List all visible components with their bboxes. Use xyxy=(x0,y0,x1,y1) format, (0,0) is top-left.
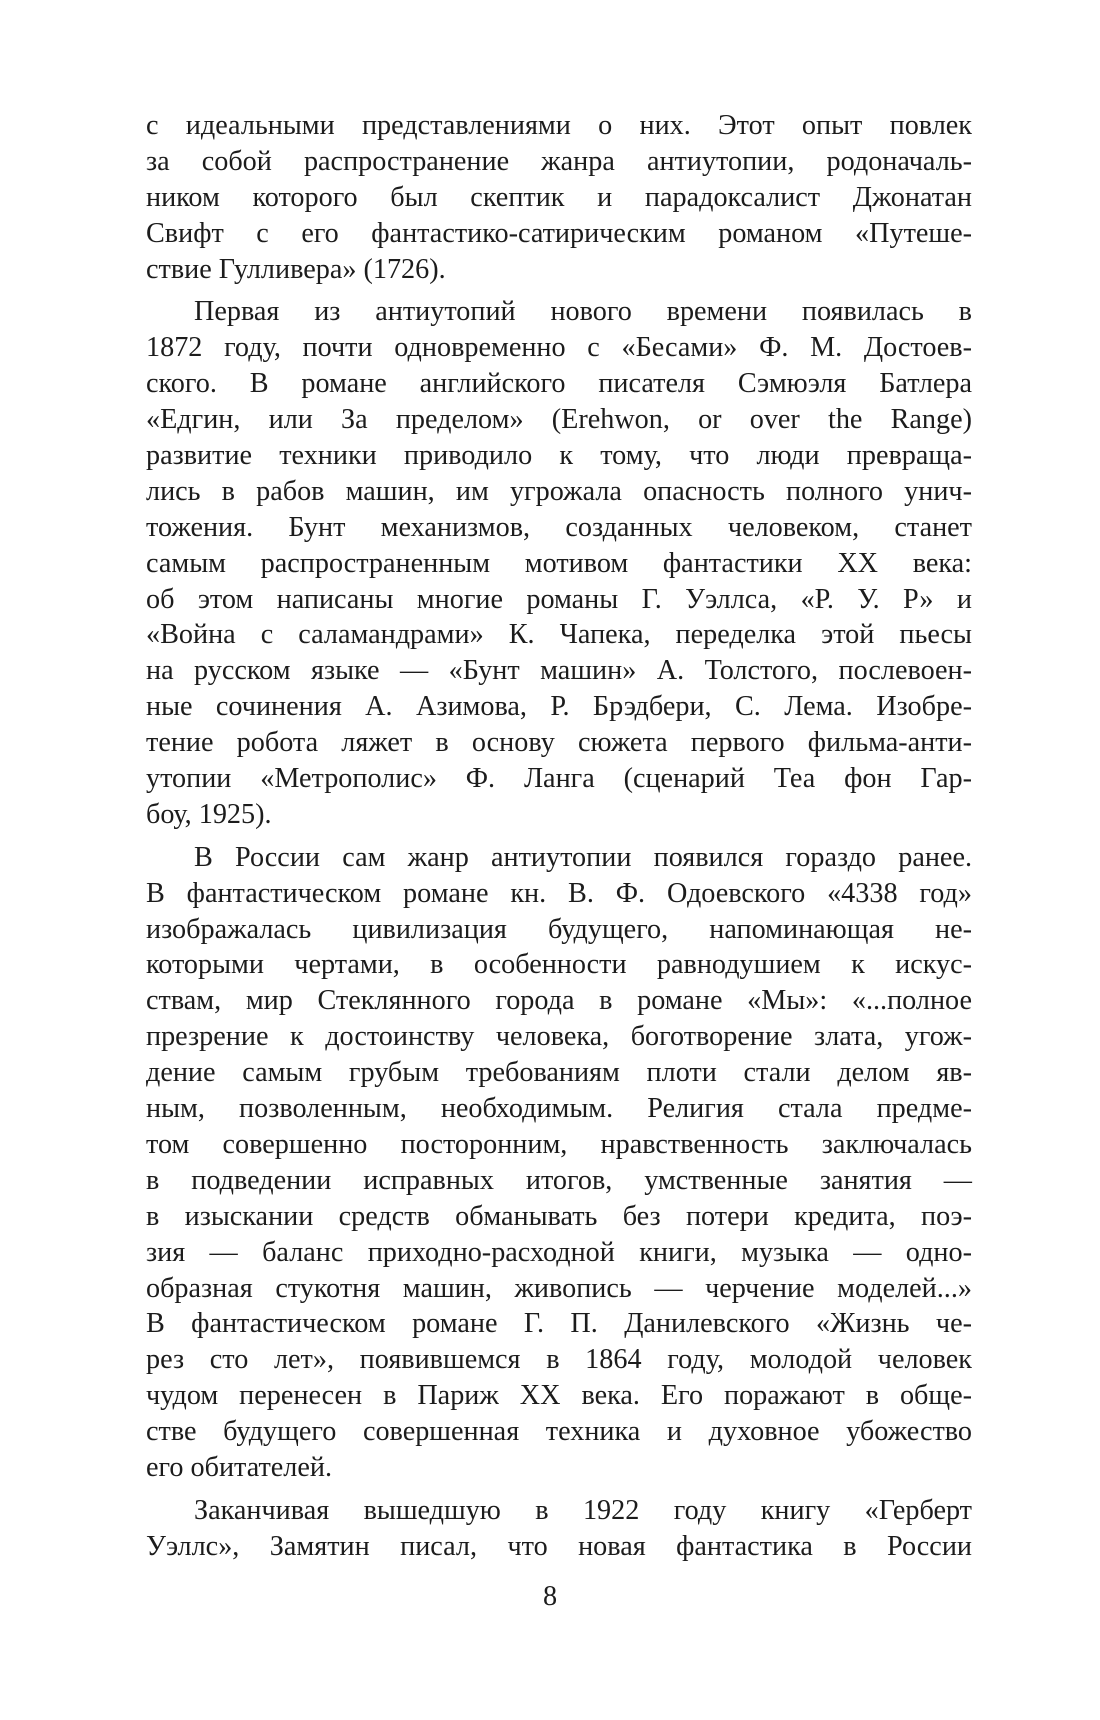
paragraph xyxy=(146,294,972,832)
text-line: В фантастическом романе Г. П. Данилевского «Жизнь че- xyxy=(146,1308,972,1340)
text-line: в подведении исправных итогов, умственные занятия — xyxy=(146,1164,972,1196)
paragraph xyxy=(146,840,972,1486)
text-line: ствам, мир Стеклянного города в романе «Мы»: «...полное xyxy=(146,985,972,1017)
text-line: В фантастическом романе кн. В. Ф. Одоевского «4338 год» xyxy=(146,877,972,909)
text-line: ным, позволенным, необходимым. Религия стала предме- xyxy=(146,1093,972,1125)
text-line: развитие техники приводило к тому, что люди превраща- xyxy=(146,440,972,472)
text-line: образная стукотня машин, живопись — черчение моделей...» xyxy=(146,1272,972,1304)
text-line: на русском языке — «Бунт машин» А. Толстого, послевоен- xyxy=(146,655,972,687)
text-line: 1872 году, почти одновременно с «Бесами» Ф. М. Достоев- xyxy=(146,332,972,364)
text-line: ником которого был скептик и парадоксалист Джонатан xyxy=(146,181,972,213)
text-line: тожения. Бунт механизмов, созданных человеком, станет xyxy=(146,511,972,543)
text-line: Уэллс», Замятин писал, что новая фантастика в России xyxy=(146,1530,972,1562)
text-line: «Едгин, или За пределом» (Erehwon, or over the Range) xyxy=(146,404,972,436)
text-line: с идеальными представлениями о них. Этот опыт повлек xyxy=(146,110,972,141)
text-line: изображалась цивилизация будущего, напоминающая не- xyxy=(146,913,972,945)
text-line: лись в рабов машин, им угрожала опасность полного унич- xyxy=(146,475,972,507)
text-line: ствие Гулливера» (1726). xyxy=(146,253,446,285)
text-line: самым распространенным мотивом фантастики XX века: xyxy=(146,547,972,579)
text-line: боу, 1925). xyxy=(146,798,272,830)
text-line: презрение к достоинству человека, боготворение злата, угож- xyxy=(146,1021,972,1053)
text-line: тение робота ляжет в основу сюжета первого фильма-анти- xyxy=(146,727,972,759)
text-line: Первая из антиутопий нового времени появилась в xyxy=(194,296,972,328)
text-line: зия — баланс приходно-расходной книги, музыка — одно- xyxy=(146,1236,972,1268)
text-line: Свифт с его фантастико-сатирическим романом «Путеше- xyxy=(146,217,972,249)
text-line: В России сам жанр антиутопии появился гораздо ранее. xyxy=(194,841,972,873)
text-line: его обитателей. xyxy=(146,1451,333,1483)
text-line: стве будущего совершенная техника и духовное убожество xyxy=(146,1416,972,1448)
page-number: 8 xyxy=(542,1581,558,1612)
text-line: об этом написаны многие романы Г. Уэллса, «Р. У. Р» и xyxy=(146,583,972,615)
text-line: чудом перенесен в Париж XX века. Его поражают в обще- xyxy=(146,1380,972,1412)
text-line: ные сочинения А. Азимова, Р. Брэдбери, С. Лема. Изобре- xyxy=(146,691,972,723)
text-line: ского. В романе английского писателя Сэмюэля Батлера xyxy=(146,368,972,400)
text-line: которыми чертами, в особенности равнодушием к искус- xyxy=(146,949,972,981)
page-body xyxy=(146,108,972,1572)
text-line: утопии «Метрополис» Ф. Ланга (сценарий Теа фон Гар- xyxy=(146,763,972,795)
text-line: рез сто лет», появившемся в 1864 году, молодой человек xyxy=(146,1344,972,1376)
text-line: в изыскании средств обманывать без потери кредита, поэ- xyxy=(146,1200,972,1232)
text-line: Заканчивая вышедшую в 1922 году книгу «Герберт xyxy=(194,1494,972,1526)
text-line: дение самым грубым требованиям плоти стали делом яв- xyxy=(146,1057,972,1089)
text-line: «Война с саламандрами» К. Чапека, переделка этой пьесы xyxy=(146,619,972,651)
text-line: том совершенно посторонним, нравственность заключалась xyxy=(146,1128,972,1160)
paragraph xyxy=(146,1493,972,1565)
paragraph xyxy=(146,108,972,287)
text-line: за собой распространение жанра антиутопии, родоначаль- xyxy=(146,145,972,177)
